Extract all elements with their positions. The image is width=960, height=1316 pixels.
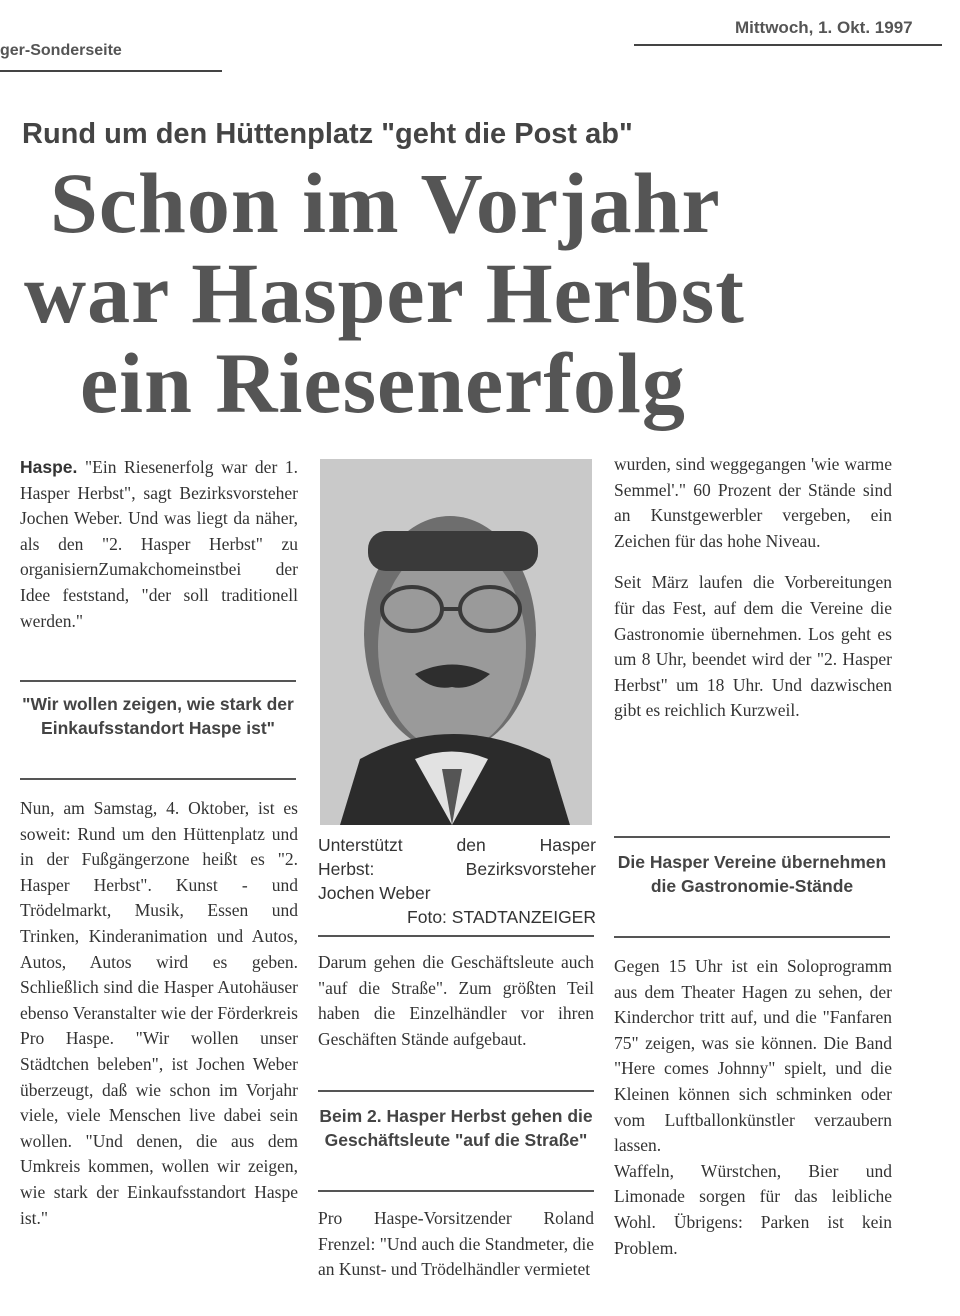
col3-p1: wurden, sind weggegangen 'wie warme Semmel'." 60 Prozent der Stände sind an Kunstgewerbler vergeben, ein Zeichen für das hohe Niveau. [614,454,892,551]
header-rule-right [634,44,942,46]
rule-col1-bottom [20,778,296,780]
col1-body: Nun, am Samstag, 4. Oktober, ist es soweit: Rund um den Hüttenplatz und in der Fußgängerzone heißt es "2. Hasper Herbst". Kunst - und Trödelmarkt, Musik, Essen und Trinken, Kinderanimation und Autos, Autos, Autos wird es geben. Schließlich sind die Hasper Autohäuser ebenso Veranstalter wie der Förderkreis Pro Haspe. "Wir wollen unser Städtchen beleben", ist Jochen Weber überzeugt, daß wie schon im Vorjahr viele, viele Menschen live dabei sein wollen. "Und denen, die aus dem Umkreis kommen, wollen wir zeigen, wie stark der Einkaufsstandort Haspe ist." [20,798,298,1228]
rule-col2-bottom [318,1190,594,1192]
column-1-body [20,796,298,1231]
photo-caption [318,833,596,929]
caption-line-1: Unterstützt den Hasper [318,835,596,855]
rule-col2-caption [318,935,594,937]
subhead-col2: Beim 2. Hasper Herbst gehen die Geschäftsleute "auf die Straße" [319,1106,593,1150]
col2-body-2: Pro Haspe-Vorsitzender Roland Frenzel: "Und auch die Standmeter, die an Kunst- und Trödelhändler vermietet [318,1208,594,1280]
section-label: ger-Sonderseite [0,42,122,59]
rule-col1-top [20,680,296,682]
portrait-image [320,459,592,825]
photo-credit: Foto: STADTANZEIGER [407,907,596,927]
column-1-intro [20,455,298,634]
caption-line-2: Herbst: Bezirksvorsteher [318,859,596,879]
subhead-col3: Die Hasper Vereine übernehmen die Gastronomie-Stände [617,852,887,896]
header-rule-left [0,70,222,72]
headline-line-3: ein Riesenerfolg [80,335,686,431]
kicker: Rund um den Hüttenplatz "geht die Post ab" [22,118,633,150]
headline-line-1: Schon im Vorjahr [50,155,721,251]
col3-p3: Gegen 15 Uhr ist ein Soloprogramm aus dem Theater Hagen zu sehen, der Kinderchor tritt auf, und die "Fanfaren 75" zeigen, was sie können. Die Band "Here comes Johnny" spielt, und die Kleinen können sich schminken oder vom Luftballonkünstler verzaubern lassen. [614,956,892,1156]
lead-word: Haspe. [20,457,78,477]
subhead-col1: "Wir wollen zeigen, wie stark der Einkaufsstandort Haspe ist" [22,694,294,738]
col2-body-1: Darum gehen die Geschäftsleute auch "auf die Straße". Zum größten Teil haben die Einzelhändler vor ihren Geschäften Stände aufgebaut. [318,952,594,1049]
headline-line-2: war Hasper Herbst [24,245,745,341]
column-2-body-1 [318,950,594,1052]
col3-p2: Seit März laufen die Vorbereitungen für das Fest, auf dem die Vereine die Gastronomie übernehmen. Los geht es um 8 Uhr, beendet wird der "2. Hasper Herbst" um 18 Uhr. Und dazwischen gibt es reichlich Kurzweil. [614,572,892,721]
portrait-photo [320,459,592,825]
column-2-body-2 [318,1206,594,1283]
col3-p4: Waffeln, Würstchen, Bier und Limonade sorgen für das leibliche Wohl. Übrigens: Parken ist kein Problem. [614,1160,892,1258]
date-line: Mittwoch, 1. Okt. 1997 [735,18,913,37]
column-3-top [614,452,892,724]
rule-col3-top [614,836,890,838]
column-3-bottom [614,954,892,1261]
intro-text: "Ein Riesenerfolg war der 1. Hasper Herbst", sagt Bezirksvorsteher Jochen Weber. Und was liegt da näher, als den "2. Hasper Herbst" zu organisiernZumakchomeinstbei der Idee feststand, "der soll traditionell werden." [20,457,298,631]
caption-line-3: Jochen Weber [318,883,431,903]
rule-col2-top [318,1090,594,1092]
rule-col3-bottom [614,936,890,938]
